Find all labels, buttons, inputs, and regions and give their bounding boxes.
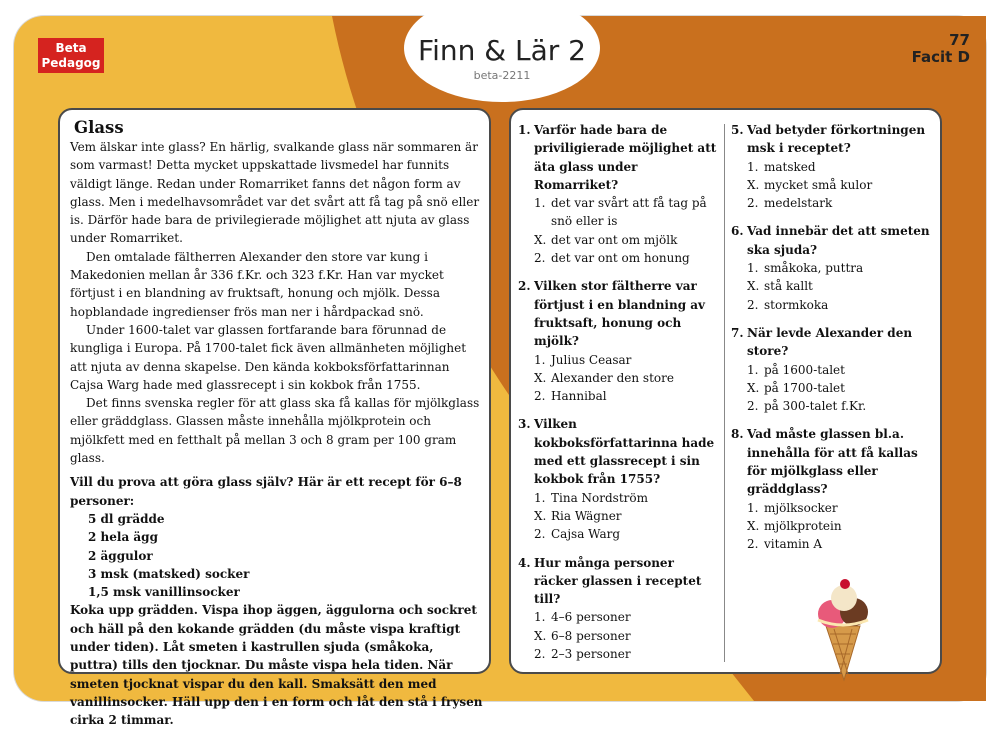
- answer-option: [518, 489, 718, 507]
- option-label: 2.: [747, 297, 759, 312]
- question-label: Varför hade bara de priviligierade möjlighet att äta glass under Romarriket?: [534, 123, 717, 192]
- ingredient: 1,5 msk vanillinsocker: [88, 585, 240, 600]
- answer-option: [731, 535, 931, 553]
- answer-option: [518, 194, 718, 231]
- page-number: [912, 32, 970, 66]
- question-number: 5.: [731, 123, 744, 137]
- ingredient: 3 msk (matsked) socker: [88, 566, 250, 581]
- option-text: mycket små kulor: [764, 177, 873, 192]
- option-label: 2.: [534, 527, 546, 542]
- answer-option: [518, 231, 718, 249]
- answer-option: [731, 361, 931, 379]
- answer-option: [518, 627, 718, 645]
- product-code: beta-2211: [473, 69, 531, 82]
- option-label: 1.: [747, 159, 759, 174]
- answer-option: [731, 176, 931, 194]
- answer-option: [518, 369, 718, 387]
- question-number: 1.: [518, 123, 531, 137]
- option-label: X.: [747, 380, 760, 395]
- article-paragraph-1: Vem älskar inte glass? En härlig, svalkande glass när sommaren är som varmast! Detta mycket uppskattade livsmedel har funnits väldigt länge. Redan under Romarriket fanns det någon form av glass. Men i medelhavsområdet var det svårt att få tag på snö eller is. Därför hade bara de privilegierade möjlighet att njuta av glass under Romarriket.: [70, 140, 480, 246]
- option-label: X.: [534, 370, 547, 385]
- answer-option: [731, 259, 931, 277]
- question-2: [518, 277, 718, 405]
- answer-option: [518, 351, 718, 369]
- option-text: mjölksocker: [764, 500, 838, 515]
- question-text: [518, 277, 718, 350]
- article-paragraph-4: Det finns svenska regler för att glass ska få kallas för mjölkglass eller gräddglass. Glassen måste innehålla mjölkprotein och mjölkfett med en fetthalt på mellan 3 och 8 gram per 100 gram glass.: [70, 396, 480, 466]
- option-text: Alexander den store: [551, 370, 674, 385]
- column-divider: [724, 124, 725, 662]
- option-text: på 1700-talet: [764, 380, 845, 395]
- page-number-value: 77: [949, 31, 970, 49]
- ingredient: 2 äggulor: [88, 548, 153, 563]
- answer-option: [518, 525, 718, 543]
- article-title: Glass: [74, 118, 124, 137]
- option-text: 2–3 personer: [551, 647, 631, 662]
- option-label: 1.: [747, 500, 759, 515]
- option-label: 2.: [534, 251, 546, 266]
- questions-column-right: [731, 121, 931, 564]
- option-label: X.: [534, 628, 547, 643]
- option-label: X.: [747, 279, 760, 294]
- question-6: [731, 222, 931, 313]
- facit-label: Facit D: [911, 48, 970, 66]
- question-number: 8.: [731, 427, 744, 442]
- option-text: småkoka, puttra: [764, 261, 864, 276]
- option-label: X.: [747, 177, 760, 192]
- question-number: 4.: [518, 555, 531, 570]
- answer-option: [518, 507, 718, 525]
- answer-option: [518, 387, 718, 405]
- option-label: X.: [534, 508, 547, 523]
- option-text: på 300-talet f.Kr.: [764, 399, 867, 414]
- option-text: Hannibal: [551, 389, 607, 404]
- question-1: [518, 121, 718, 267]
- ingredient: 2 hela ägg: [88, 530, 158, 545]
- question-8: [731, 425, 931, 553]
- option-label: 1.: [747, 362, 759, 377]
- answer-option: [731, 296, 931, 314]
- question-label: När levde Alexander den store?: [747, 325, 913, 359]
- answer-option: [518, 645, 718, 663]
- option-label: 1.: [534, 196, 546, 211]
- answer-option: [731, 379, 931, 397]
- worksheet-card: [14, 16, 986, 728]
- recipe-instructions: Koka upp grädden. Vispa ihop äggen, äggulorna och sockret och häll på den kokande grädden (du måste vispa kraftigt under tiden). Låt smeten i kastrullen sjuda (småkoka, puttra) tills den tjocknar. Du måste vispa hela tiden. När smeten tjocknat vispar du den kall. Smaksätt den med vanillinsocker. Häll upp den i en form och låt den stå i frysen cirka 2 timmar.: [70, 603, 483, 728]
- answer-option: [731, 397, 931, 415]
- question-label: Vad betyder förkortningen msk i receptet?: [747, 123, 926, 156]
- option-text: på 1600-talet: [764, 362, 845, 377]
- question-7: [731, 324, 931, 415]
- option-label: 2.: [747, 399, 759, 414]
- option-label: X.: [534, 232, 547, 247]
- questions-column-left: [518, 121, 718, 673]
- option-label: 1.: [747, 261, 759, 276]
- option-text: 4–6 personer: [551, 610, 631, 625]
- option-label: 1.: [534, 490, 546, 505]
- option-text: stå kallt: [764, 279, 813, 294]
- question-text: [518, 121, 718, 194]
- option-text: vitamin A: [764, 537, 823, 552]
- option-label: X.: [747, 518, 760, 533]
- answer-option: [731, 158, 931, 176]
- question-3: [518, 415, 718, 543]
- question-label: Vad måste glassen bl.a. innehålla för att få kallas för mjölkglass eller gräddglass?: [747, 427, 918, 497]
- question-number: 2.: [518, 279, 531, 294]
- question-number: 3.: [518, 417, 531, 432]
- option-text: Cajsa Warg: [551, 527, 621, 542]
- article-panel: [58, 108, 491, 728]
- answer-option: [518, 249, 718, 267]
- recipe-intro: Vill du prova att göra glass själv? Här är ett recept för 6–8 personer:: [70, 475, 462, 508]
- option-label: 1.: [534, 610, 546, 625]
- answer-option: [731, 517, 931, 535]
- ingredient: 5 dl grädde: [88, 511, 165, 526]
- question-text: [731, 324, 931, 361]
- question-text: [731, 425, 931, 498]
- option-text: Ria Wägner: [551, 508, 622, 523]
- ice-cream-cone-icon: [804, 574, 882, 684]
- answer-option: [731, 194, 931, 212]
- question-label: Hur många personer räcker glassen i receptet till?: [534, 555, 702, 607]
- answer-option: [731, 277, 931, 295]
- option-text: Tina Nordström: [551, 490, 649, 505]
- option-text: 6–8 personer: [551, 628, 631, 643]
- option-label: 1.: [534, 352, 546, 367]
- question-text: [731, 222, 931, 259]
- answer-option: [731, 499, 931, 517]
- question-text: [518, 415, 718, 488]
- article-paragraph-3: Under 1600-talet var glassen fortfarande bara förunnad de kungliga i Europa. På 1700-talet fick även allmänheten möjlighet att njuta av denna skapelse. Den kända kokboksförfattarinnan Cajsa Warg hade med glassrecept i sin kokbok från 1755.: [70, 322, 467, 392]
- option-text: det var svårt att få tag på snö eller is: [551, 196, 707, 229]
- question-text: [731, 121, 931, 158]
- question-label: Vilken stor fältherre var förtjust i en blandning av fruktsaft, honung och mjölk?: [534, 279, 706, 349]
- option-label: 2.: [534, 647, 546, 662]
- option-text: stormkoka: [764, 297, 829, 312]
- page-title: Finn & Lär 2: [418, 34, 586, 67]
- answer-option: [518, 608, 718, 626]
- option-text: det var ont om honung: [551, 251, 690, 266]
- question-number: 7.: [731, 325, 744, 340]
- beta-pedagog-logo: Beta Pedagog: [38, 38, 104, 73]
- option-label: 2.: [534, 389, 546, 404]
- question-number: 6.: [731, 224, 744, 239]
- option-text: Julius Ceasar: [551, 352, 632, 367]
- question-4: [518, 554, 718, 664]
- question-label: Vilken kokboksförfattarinna hade med ett glassrecept i sin kokbok från 1755?: [534, 417, 715, 487]
- option-text: medelstark: [764, 196, 833, 211]
- article-paragraph-2: Den omtalade fältherren Alexander den store var kung i Makedonien mellan år 336 f.Kr. och 323 f.Kr. Han var mycket förtjust i en blandning av fruktsaft, honung och mjölk. Dessa hopblandade ingredienser frös man ner i hårdpackad snö.: [70, 249, 444, 319]
- option-text: mjölkprotein: [764, 518, 842, 533]
- option-text: matsked: [764, 159, 816, 174]
- option-label: 2.: [747, 537, 759, 552]
- option-label: 2.: [747, 196, 759, 211]
- question-text: [518, 554, 718, 609]
- question-label: Vad innebär det att smeten ska sjuda?: [747, 224, 930, 257]
- question-5: [731, 121, 931, 212]
- option-text: det var ont om mjölk: [551, 232, 678, 247]
